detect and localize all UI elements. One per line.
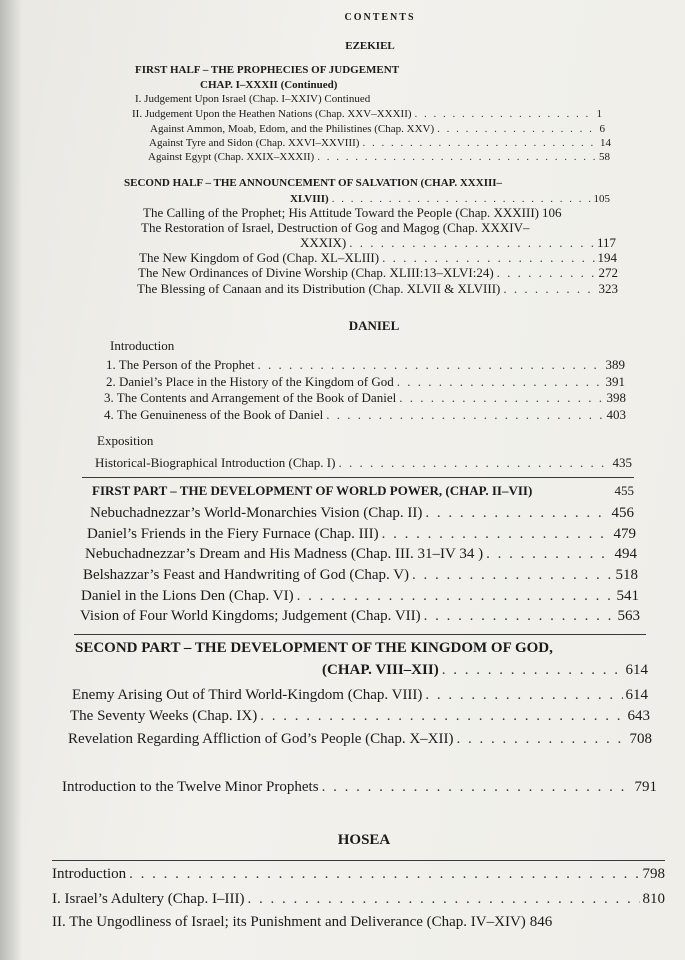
toc-entry-page: 389 bbox=[605, 357, 625, 372]
toc-entry-page: 403 bbox=[606, 407, 626, 422]
leader-dots bbox=[362, 137, 597, 149]
toc-entry-page: 791 bbox=[634, 779, 657, 795]
toc-entry-text: I. Israel’s Adultery (Chap. I–III) bbox=[52, 891, 245, 907]
daniel-introduction-label: Introduction bbox=[110, 338, 175, 353]
toc-entry bbox=[290, 193, 610, 205]
toc-entry bbox=[300, 235, 616, 251]
toc-entry bbox=[83, 567, 638, 584]
toc-entry-page: 117 bbox=[596, 235, 616, 250]
daniel-second-part-heading: SECOND PART – THE DEVELOPMENT OF THE KINGDOM OF GOD, bbox=[75, 640, 553, 656]
ezekiel-first-half-sub: CHAP. I–XXXII (Continued) bbox=[200, 79, 338, 91]
toc-entry-text: Nebuchadnezzar’s Dream and His Madness (Chap. III. 31–IV 34 ) bbox=[85, 546, 484, 562]
toc-entry bbox=[149, 137, 611, 149]
toc-entry bbox=[106, 357, 625, 373]
leader-dots bbox=[415, 108, 594, 120]
leader-dots bbox=[349, 235, 594, 251]
toc-entry-text: The Restoration of Israel, Destruction of Gog and Magog (Chap. XXXIV– bbox=[141, 220, 530, 235]
toc-entry-text: 2. Daniel’s Place in the History of the Kingdom of God bbox=[106, 374, 394, 389]
section-title-ezekiel: EZEKIEL bbox=[345, 40, 395, 52]
section-title-hosea: HOSEA bbox=[337, 832, 391, 848]
toc-entry-text: FIRST PART – THE DEVELOPMENT OF WORLD POWER, (CHAP. II–VII) bbox=[92, 483, 533, 498]
toc-entry-text: The New Kingdom of God (Chap. XL–XLIII) bbox=[139, 250, 380, 265]
leader-dots bbox=[326, 407, 603, 423]
leader-dots bbox=[317, 151, 596, 163]
leader-dots bbox=[424, 608, 615, 625]
toc-entry-page: 6 bbox=[599, 123, 605, 135]
toc-entry-text: 3. The Contents and Arrangement of the Book of Daniel bbox=[104, 390, 397, 405]
divider bbox=[82, 477, 634, 478]
toc-entry bbox=[148, 151, 610, 163]
toc-entry-text: Daniel in the Lions Den (Chap. VI) bbox=[81, 588, 294, 604]
toc-entry-page: 194 bbox=[597, 250, 617, 265]
toc-entry-text: Introduction bbox=[52, 866, 127, 882]
toc-entry bbox=[104, 407, 626, 423]
leader-dots bbox=[397, 374, 603, 390]
toc-entry bbox=[132, 108, 602, 120]
toc-entry-page: 563 bbox=[617, 608, 640, 624]
leader-dots bbox=[129, 866, 639, 883]
toc-entry-part-heading bbox=[92, 483, 634, 499]
leader-dots bbox=[247, 891, 639, 908]
daniel-exposition-label: Exposition bbox=[97, 433, 154, 448]
toc-entry-text: Enemy Arising Out of Third World-Kingdom (Chap. VIII) bbox=[72, 687, 423, 703]
toc-entry bbox=[80, 608, 640, 625]
toc-entry bbox=[52, 914, 666, 931]
toc-entry-page: 58 bbox=[599, 151, 610, 163]
leader-dots bbox=[456, 731, 626, 748]
toc-entry bbox=[135, 93, 605, 105]
toc-entry-page: 798 bbox=[642, 866, 665, 882]
leader-dots bbox=[486, 546, 611, 563]
toc-entry-page: 105 bbox=[593, 193, 610, 205]
leader-dots bbox=[399, 390, 603, 406]
toc-entry bbox=[90, 505, 634, 522]
leader-dots bbox=[497, 265, 596, 281]
toc-entry-text: XLVIII) bbox=[290, 193, 329, 205]
toc-entry-text: Historical-Biographical Introduction (Chap. I) bbox=[95, 455, 336, 470]
toc-entry-text: The Blessing of Canaan and its Distribution (Chap. XLVII & XLVIII) bbox=[137, 281, 501, 296]
leader-dots bbox=[322, 779, 632, 796]
toc-entry-page: 643 bbox=[627, 708, 650, 724]
leader-dots bbox=[382, 526, 611, 543]
toc-entry-page: 614 bbox=[625, 687, 648, 703]
leader-dots bbox=[442, 662, 623, 679]
toc-entry-page: 455 bbox=[614, 483, 634, 498]
toc-entry-text: (CHAP. VIII–XII) bbox=[322, 662, 439, 678]
toc-entry-text: Vision of Four World Kingdoms; Judgement (Chap. VII) bbox=[80, 608, 421, 624]
toc-entry-text: II. Judgement Upon the Heathen Nations (Chap. XXV–XXXII) bbox=[132, 108, 412, 120]
toc-entry-page: 323 bbox=[598, 281, 618, 296]
toc-entry-text: Introduction to the Twelve Minor Prophets bbox=[62, 779, 319, 795]
toc-entry bbox=[322, 662, 648, 679]
toc-entry bbox=[81, 588, 639, 605]
toc-entry-text: Daniel’s Friends in the Fiery Furnace (Chap. III) bbox=[87, 526, 379, 542]
page-gutter-shadow bbox=[0, 0, 22, 960]
toc-entry-page: 494 bbox=[614, 546, 637, 562]
toc-entry-page: 456 bbox=[611, 505, 634, 521]
leader-dots bbox=[412, 567, 612, 584]
toc-entry bbox=[139, 250, 617, 266]
divider bbox=[74, 634, 646, 635]
toc-entry-text: 4. The Genuineness of the Book of Daniel bbox=[104, 407, 324, 422]
toc-entry bbox=[70, 708, 650, 725]
toc-entry bbox=[52, 866, 665, 883]
ezekiel-second-half-heading: SECOND HALF – THE ANNOUNCEMENT OF SALVATION (CHAP. XXXIII– bbox=[124, 177, 503, 189]
toc-entry bbox=[143, 205, 615, 221]
toc-entry bbox=[72, 687, 648, 704]
toc-entry bbox=[52, 891, 665, 908]
toc-entry-page: 479 bbox=[613, 526, 636, 542]
toc-entry bbox=[138, 265, 618, 281]
toc-entry bbox=[106, 374, 625, 390]
toc-entry-text: The Seventy Weeks (Chap. IX) bbox=[70, 708, 258, 724]
toc-entry bbox=[104, 390, 626, 406]
section-title-daniel: DANIEL bbox=[348, 318, 400, 333]
toc-entry-page: 435 bbox=[612, 455, 632, 470]
toc-entry bbox=[141, 220, 529, 236]
toc-entry-text: Belshazzar’s Feast and Handwriting of God (Chap. V) bbox=[83, 567, 410, 583]
toc-entry-text: XXXIX) bbox=[300, 235, 347, 250]
leader-dots bbox=[437, 123, 596, 135]
toc-entry-text: Nebuchadnezzar’s World-Monarchies Vision (Chap. II) bbox=[90, 505, 423, 521]
toc-entry bbox=[62, 779, 657, 796]
toc-entry-page: 14 bbox=[600, 137, 611, 149]
toc-entry-page: 106 bbox=[542, 205, 562, 220]
toc-entry-text: Against Ammon, Moab, Edom, and the Philistines (Chap. XXV) bbox=[150, 123, 435, 135]
toc-entry-page: 541 bbox=[616, 588, 639, 604]
toc-entry bbox=[137, 281, 618, 297]
toc-entry-page: 708 bbox=[629, 731, 652, 747]
toc-entry-text: I. Judgement Upon Israel (Chap. I–XXIV) Continued bbox=[135, 93, 371, 105]
toc-entry-text: The New Ordinances of Divine Worship (Chap. XLIII:13–XLVI:24) bbox=[138, 265, 494, 280]
divider bbox=[52, 860, 665, 861]
toc-entry-text: The Calling of the Prophet; His Attitude Toward the People (Chap. XXXIII) bbox=[143, 205, 539, 220]
contents-header: CONTENTS bbox=[344, 12, 416, 23]
toc-entry-page: 272 bbox=[598, 265, 618, 280]
toc-entry bbox=[87, 526, 636, 543]
toc-entry-text: II. The Ungodliness of Israel; its Punishment and Deliverance (Chap. IV–XIV) bbox=[52, 914, 526, 930]
toc-entry-page: 810 bbox=[642, 891, 665, 907]
toc-entry-page: 846 bbox=[529, 914, 553, 930]
ezekiel-first-half-heading: FIRST HALF – THE PROPHECIES OF JUDGEMENT bbox=[135, 64, 400, 76]
toc-entry-text: Against Egypt (Chap. XXIX–XXXII) bbox=[148, 151, 315, 163]
leader-dots bbox=[260, 708, 624, 725]
leader-dots bbox=[332, 193, 591, 205]
leader-dots bbox=[258, 357, 603, 373]
toc-entry-page: 518 bbox=[615, 567, 638, 583]
toc-entry-page: 391 bbox=[605, 374, 625, 389]
toc-entry-page: 614 bbox=[625, 662, 648, 678]
toc-entry-text: Against Tyre and Sidon (Chap. XXVI–XXVIII) bbox=[149, 137, 360, 149]
toc-entry-text: Revelation Regarding Affliction of God’s People (Chap. X–XII) bbox=[68, 731, 454, 747]
leader-dots bbox=[425, 505, 608, 522]
toc-entry bbox=[85, 546, 637, 563]
toc-entry-page: 398 bbox=[606, 390, 626, 405]
toc-entry bbox=[95, 455, 632, 471]
leader-dots bbox=[503, 281, 595, 297]
toc-entry-text: 1. The Person of the Prophet bbox=[106, 357, 255, 372]
leader-dots bbox=[297, 588, 614, 605]
leader-dots bbox=[425, 687, 622, 704]
leader-dots bbox=[338, 455, 609, 471]
leader-dots bbox=[382, 250, 594, 266]
toc-entry bbox=[150, 123, 605, 135]
toc-entry bbox=[68, 731, 652, 748]
toc-entry-page: 1 bbox=[596, 108, 602, 120]
